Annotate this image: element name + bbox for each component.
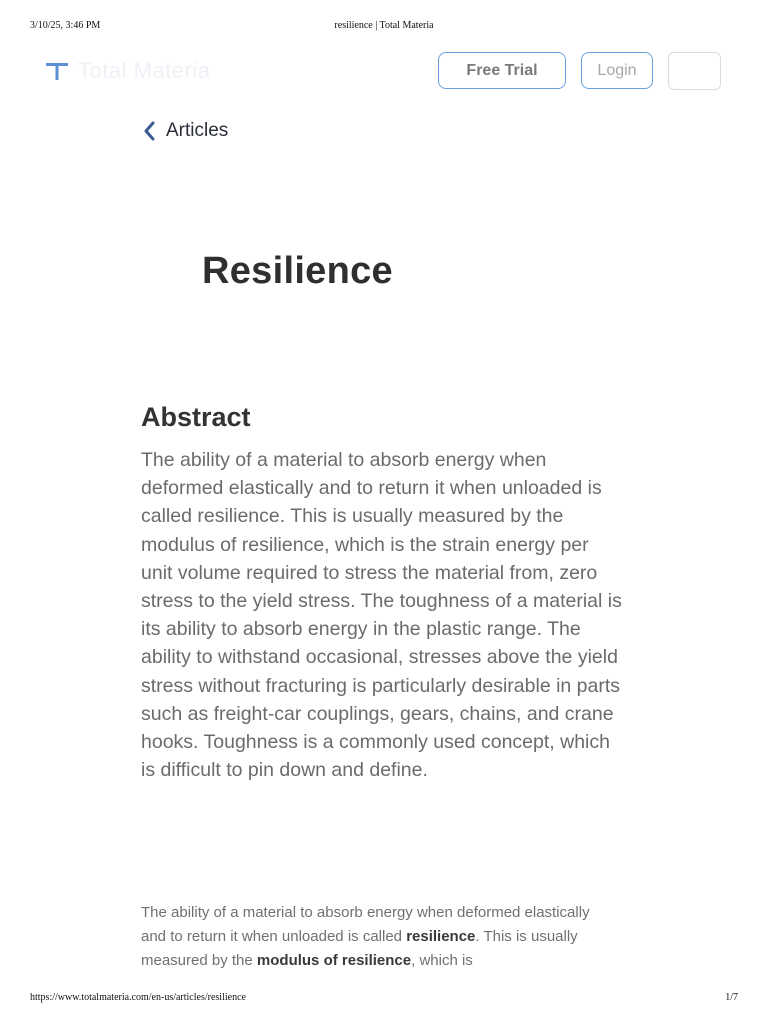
site-logo[interactable] (44, 58, 210, 84)
page-clip (0, 972, 768, 992)
term-resilience: resilience (406, 928, 476, 945)
print-url: https://www.totalmateria.com/en-us/articles/resilience (30, 992, 246, 1003)
menu-button[interactable] (668, 52, 721, 90)
free-trial-button[interactable]: Free Trial (438, 52, 566, 89)
total-materia-logo-icon (44, 60, 70, 82)
paragraph-text: The ability of a material to absorb energy when deformed elastically and to return it when unloaded is called (141, 904, 590, 945)
print-title: resilience | Total Materia (334, 20, 434, 31)
term-modulus-of-resilience: modulus of resilience (256, 952, 412, 969)
paragraph-text: , which is (411, 952, 473, 969)
article-paragraph (141, 901, 616, 973)
back-to-articles-link[interactable] (142, 120, 228, 142)
print-date: 3/10/25, 3:46 PM (30, 20, 101, 31)
chevron-left-icon (142, 120, 156, 142)
abstract-heading: Abstract (141, 402, 251, 432)
logo-text: Total Materia (78, 58, 211, 83)
back-label: Articles (166, 120, 229, 141)
print-page-number: 1/7 (725, 992, 738, 1003)
page-title: Resilience (202, 250, 393, 292)
paragraph-text: . This is usually measured by the (141, 928, 578, 969)
abstract-text: The ability of a material to absorb energy when deformed elastically and to return it when unloaded is called resilience. This is usually measured by the modulus of resilience, which is the strain energy per unit volume required to stress the material from, zero stress to the yield stress. The toughness of a material is its ability to absorb energy in the plastic range. The ability to withstand occasional, stresses above the yield stress without fracturing is particularly desirable in parts such as freight-car couplings, gears, chains, and crane hooks. Toughness is a commonly used concept, which is difficult to pin down and define. (141, 449, 622, 782)
login-button[interactable]: Login (581, 52, 653, 89)
